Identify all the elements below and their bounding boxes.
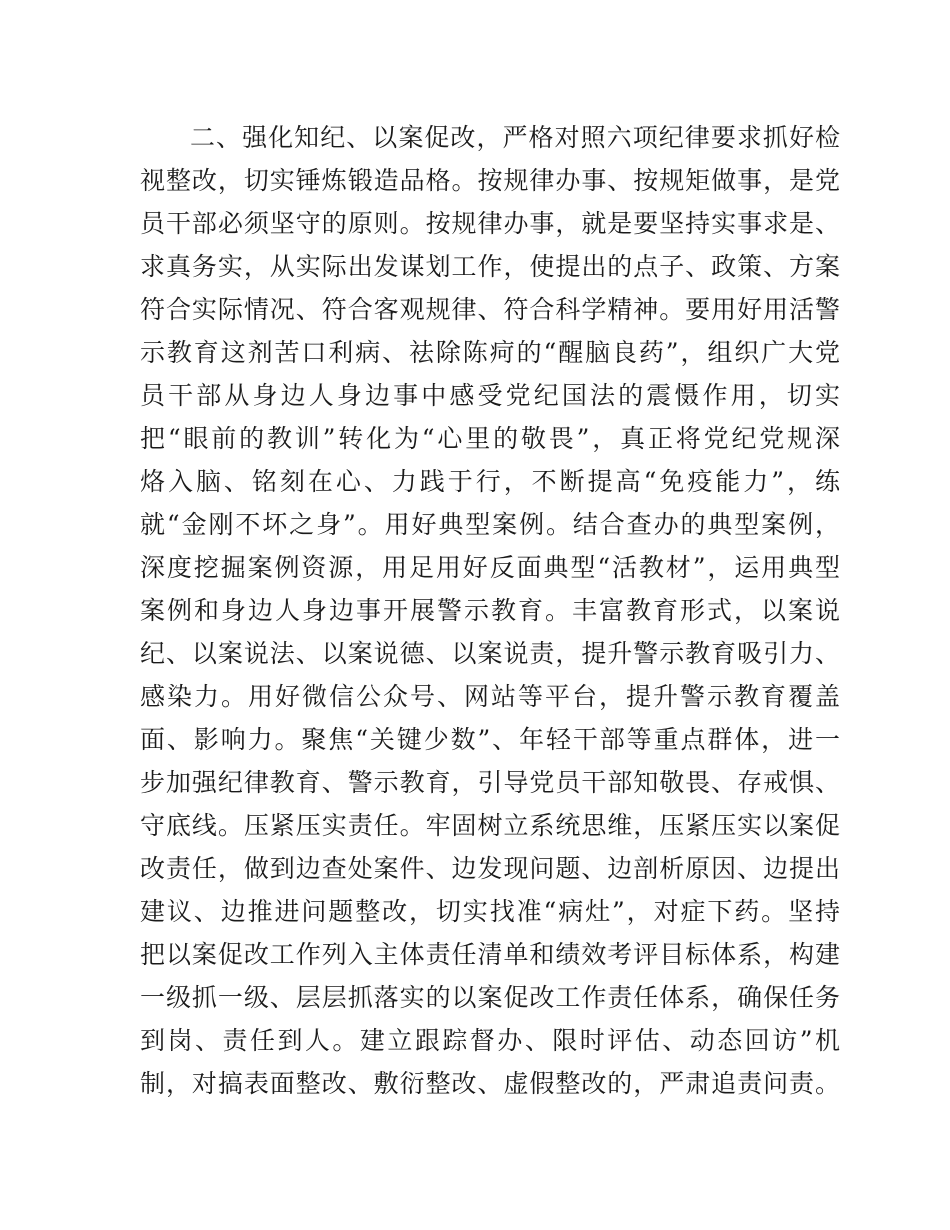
paragraph-line: 就“金刚不坏之身”。用好典型案例。结合查办的典型案例， — [140, 510, 840, 539]
paragraph-line: 改责任，做到边查处案件、边发现问题、边剖析原因、边提出 — [140, 854, 840, 883]
paragraph-line: 员干部必须坚守的原则。按规律办事，就是要坚持实事求是、 — [140, 209, 840, 238]
body-paragraph — [140, 116, 840, 1105]
paragraph-line: 求真务实，从实际出发谋划工作，使提出的点子、政策、方案 — [140, 252, 840, 281]
paragraph-line: 到岗、责任到人。建立跟踪督办、限时评估、动态回访”机 — [140, 1026, 840, 1055]
paragraph-line: 二、强化知纪、以案促改，严格对照六项纪律要求抓好检 — [190, 123, 840, 152]
paragraph-line: 烙入脑、铭刻在心、力践于行，不断提高“免疫能力”，练 — [140, 467, 840, 496]
paragraph-line: 把以案促改工作列入主体责任清单和绩效考评目标体系，构建 — [140, 940, 840, 969]
paragraph-line: 建议、边推进问题整改，切实找准“病灶”，对症下药。坚持 — [140, 897, 840, 926]
paragraph-line: 员干部从身边人身边事中感受党纪国法的震慑作用，切实 — [140, 381, 840, 410]
paragraph-line: 深度挖掘案例资源，用足用好反面典型“活教材”，运用典型 — [140, 553, 840, 582]
paragraph-line: 一级抓一级、层层抓落实的以案促改工作责任体系，确保任务 — [140, 983, 840, 1012]
paragraph-line: 感染力。用好微信公众号、网站等平台，提升警示教育覆盖 — [140, 682, 840, 711]
paragraph-line: 视整改，切实锤炼锻造品格。按规律办事、按规矩做事，是党 — [140, 166, 840, 195]
paragraph-line: 守底线。压紧压实责任。牢固树立系统思维，压紧压实以案促 — [140, 811, 840, 840]
paragraph-line: 制，对搞表面整改、敷衍整改、虚假整改的，严肃追责问责。 — [140, 1069, 840, 1098]
paragraph-line: 示教育这剂苦口利病、祛除陈疴的“醒脑良药”，组织广大党 — [140, 338, 840, 367]
paragraph-line: 案例和身边人身边事开展警示教育。丰富教育形式，以案说 — [140, 596, 840, 625]
paragraph-line: 纪、以案说法、以案说德、以案说责，提升警示教育吸引力、 — [140, 639, 840, 668]
paragraph-line: 面、影响力。聚焦“关键少数”、年轻干部等重点群体，进一 — [140, 725, 840, 754]
paragraph-line: 符合实际情况、符合客观规律、符合科学精神。要用好用活警 — [140, 295, 840, 324]
paragraph-line: 步加强纪律教育、警示教育，引导党员干部知敬畏、存戒惧、 — [140, 768, 840, 797]
paragraph-line: 把“眼前的教训”转化为“心里的敬畏”，真正将党纪党规深 — [140, 424, 840, 453]
